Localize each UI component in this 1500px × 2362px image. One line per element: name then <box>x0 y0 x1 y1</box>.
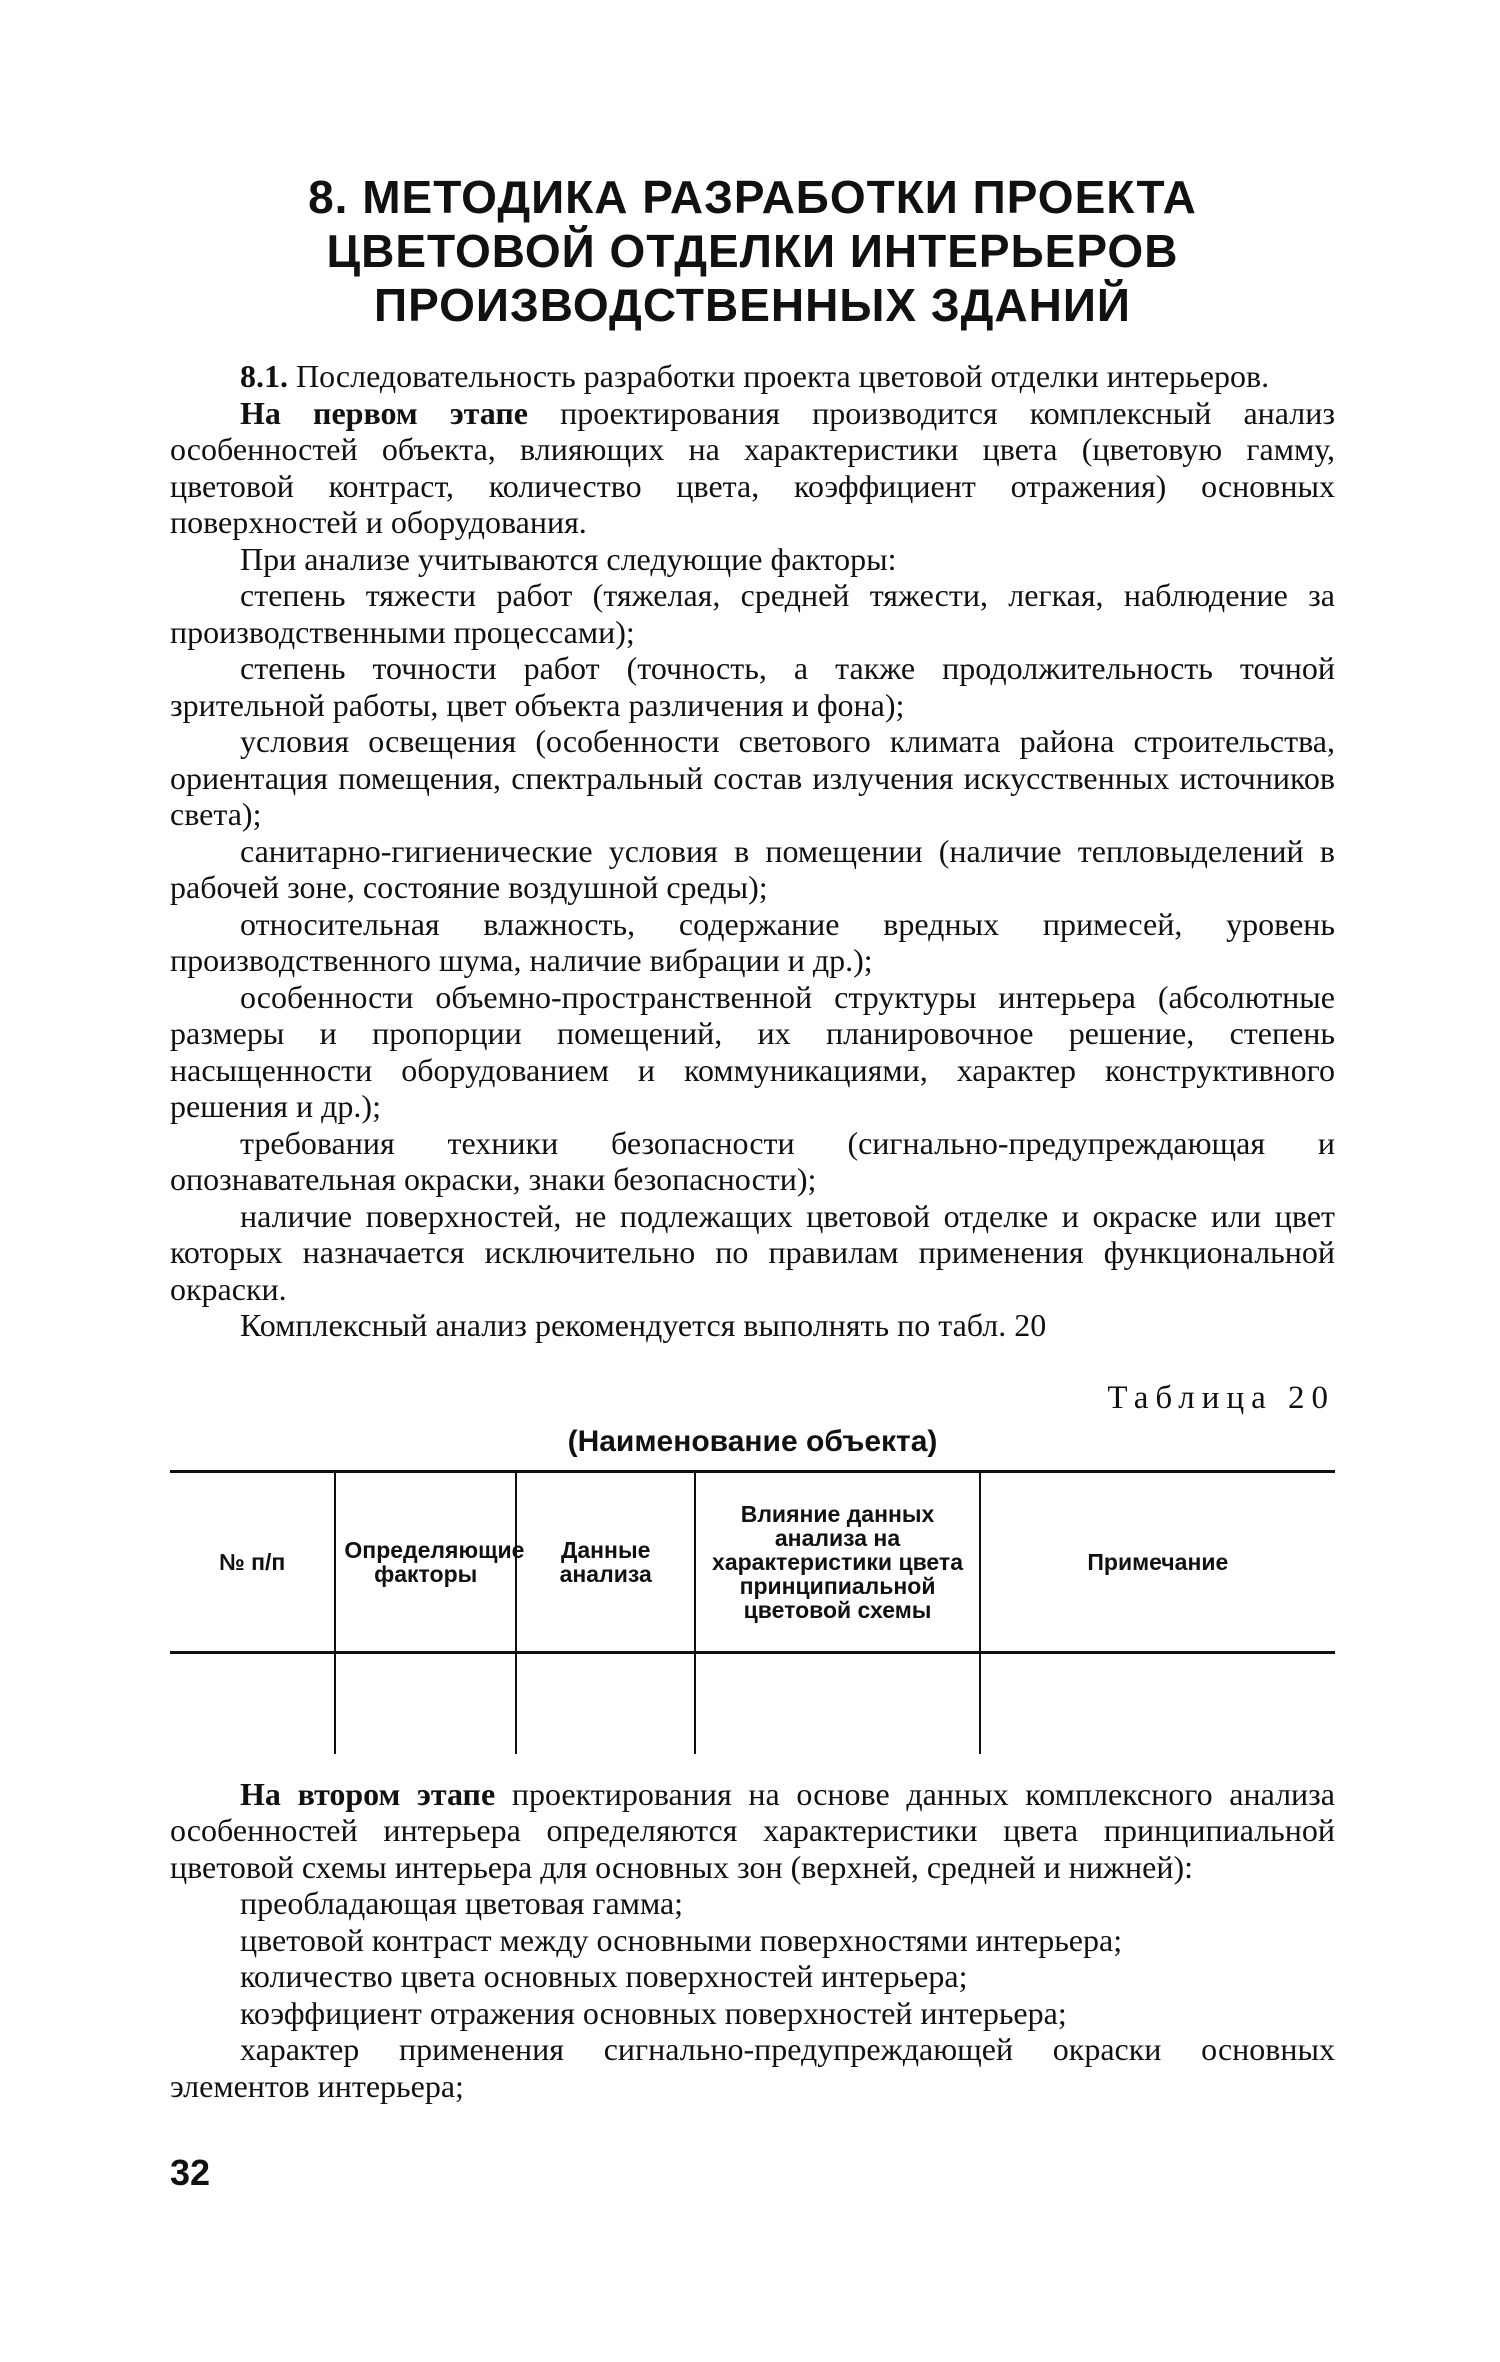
section-heading <box>170 358 1335 395</box>
factors-intro: При анализе учитываются следующие факторы: <box>240 540 897 577</box>
stage1-label: На первом этапе <box>240 394 528 431</box>
table-cell <box>695 1652 979 1754</box>
factor-item: относительная влажность, содержание вредных примесей, уровень производственного шума, наличие вибрации и др.); <box>170 905 1335 978</box>
characteristic-item: цветовой контраст между основными поверхностями интерьера; <box>240 1921 1123 1958</box>
characteristic-item: преобладающая цветовая гамма; <box>240 1885 684 1921</box>
characteristic-item: количество цвета основных поверхностей интерьера; <box>240 1958 968 1994</box>
section-number: 8.1. <box>240 358 288 394</box>
analysis-table <box>170 1470 1335 1754</box>
factor-item: санитарно-гигиенические условия в помещении (наличие тепловыделений в рабочей зоне, состояние воздушной среды); <box>170 832 1335 905</box>
factor-item: наличие поверхностей, не подлежащих цветовой отделке и окраске или цвет которых назначается исключительно по правилам применения функциональной окраски. <box>170 1197 1335 1307</box>
table-cell <box>980 1652 1335 1754</box>
table-object-name: (Наименование объекта) <box>567 1424 938 1458</box>
chapter-title-line: 8. МЕТОДИКА РАЗРАБОТКИ ПРОЕКТА <box>308 171 1197 223</box>
factor-item: требования техники безопасности (сигнально-предупреждающая и опознавательная окраски, знаки безопасности); <box>170 1124 1335 1197</box>
factor-item: особенности объемно-пространственной структуры интерьера (абсолютные размеры и пропорции помещений, их планировочное решение, степень насыщенности оборудованием и коммуникациями, характер конструктивного решения и др.); <box>170 978 1335 1124</box>
factor-item: условия освещения (особенности светового климата района строительства, ориентация помещения, спектральный состав излучения искусственных источников света); <box>170 723 1335 832</box>
characteristic-item: характер применения сигнально-предупреждающей окраски основных элементов интерьера; <box>170 2031 1335 2104</box>
page-content <box>170 170 1335 2104</box>
factor-item: степень точности работ (точность, а также продолжительность точной зрительной работы, цвет объекта различения и фона); <box>170 650 1335 723</box>
table-row <box>170 1652 1335 1754</box>
factor-item: степень тяжести работ (тяжелая, средней тяжести, легкая, наблюдение за производственными процессами); <box>170 577 1335 650</box>
stage2-label: На втором этапе <box>240 1775 496 1812</box>
column-header-factors: Определяющие факторы <box>335 1471 516 1652</box>
stage1-paragraph <box>170 395 1335 541</box>
characteristic-item: коэффициент отражения основных поверхностей интерьера; <box>240 1994 1067 2031</box>
section-heading-text: Последовательность разработки проекта цветовой отделки интерьеров. <box>296 358 1270 394</box>
stage2-paragraph <box>170 1776 1335 1886</box>
page-number: 32 <box>170 2152 211 2193</box>
chapter-title-line: ПРОИЗВОДСТВЕННЫХ ЗДАНИЙ <box>374 279 1131 331</box>
stage2-text: проектирования на основе данных комплексного анализа особенностей интерьера определяются характеристики цвета принципиальной цветовой схемы интерьера для основных зон (верхней, средней и нижней): <box>170 1775 1336 1885</box>
column-header-data: Данные анализа <box>516 1471 695 1652</box>
table-header-row <box>170 1471 1335 1652</box>
chapter-title-line: ЦВЕТОВОЙ ОТДЕЛКИ ИНТЕРЬЕРОВ <box>326 225 1179 277</box>
chapter-title <box>170 170 1335 332</box>
recommendation-text: Комплексный анализ рекомендуется выполнять по табл. 20 <box>240 1307 1047 1343</box>
column-header-note: Примечание <box>980 1471 1335 1652</box>
table-caption: Таблица 20 <box>1107 1379 1335 1416</box>
table-cell <box>335 1652 516 1754</box>
table-cell <box>516 1652 695 1754</box>
table-cell <box>170 1652 335 1754</box>
column-header-influence: Влияние данных анализа на характеристики цвета принципиальной цветовой схемы <box>695 1471 979 1652</box>
stage1-text: проектирования производится комплексный анализ особенностей объекта, влияющих на характеристики цвета (цветовую гамму, цветовой контраст, количество цвета, коэффициент отражения) основных поверхностей и оборудования. <box>170 394 1336 540</box>
column-header-number: № п/п <box>170 1471 335 1652</box>
